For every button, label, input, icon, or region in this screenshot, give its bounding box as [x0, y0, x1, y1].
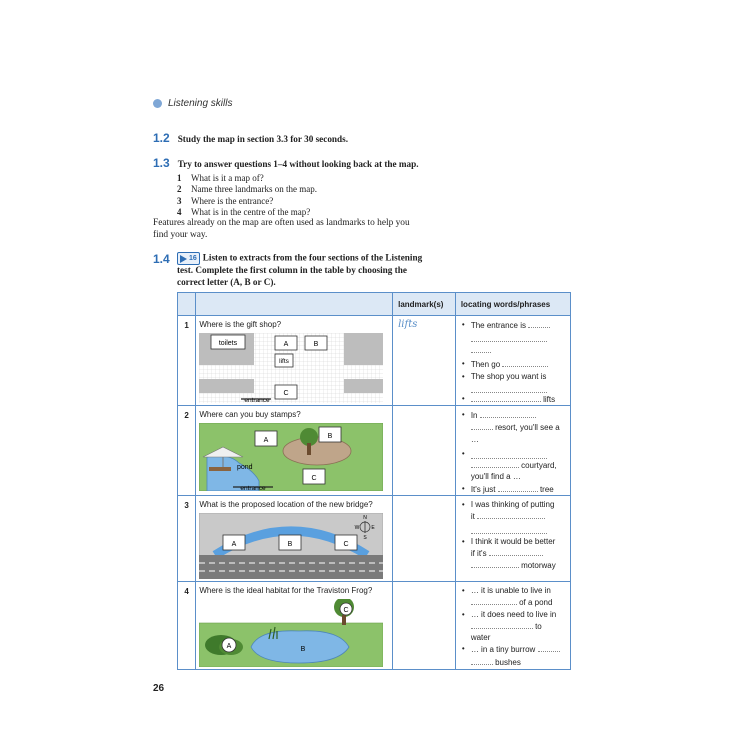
locating-list: [456, 316, 570, 405]
locating-list: [456, 496, 570, 571]
svg-text:C: C: [311, 475, 317, 483]
audio-track-button[interactable]: 16: [177, 252, 200, 265]
list-item: • The shop you want is: [461, 371, 566, 393]
map-shopping-centre: [199, 333, 383, 403]
question-text: Study the map in section 3.3 for 30 seconds.: [177, 134, 349, 144]
landmark-answer-2[interactable]: [393, 406, 456, 496]
table-row: [178, 316, 571, 406]
list-item: • I think it would be better if it's motorway: [461, 536, 566, 572]
landmark-answer-3[interactable]: [393, 495, 456, 581]
svg-text:A: A: [231, 540, 237, 548]
page-number: 26: [153, 683, 165, 694]
question-1-4: [153, 252, 443, 288]
list-item: • courtyard, you'll find a …: [461, 448, 566, 483]
svg-text:B: B: [313, 341, 319, 348]
list-item: • Then go: [461, 358, 566, 370]
list-item: 2 Name three landmarks on the map.: [177, 184, 317, 195]
map-resort: [199, 423, 383, 491]
list-item: • It's just tree: [461, 483, 566, 495]
row-number: 4: [178, 581, 196, 669]
section-header-text: Listening skills: [168, 98, 233, 109]
locating-list: [456, 582, 570, 668]
question-1-3: [153, 154, 473, 218]
question-number: 1.4: [153, 252, 170, 266]
row-question: What is the proposed location of the new bridge?: [199, 499, 373, 509]
row-question: Where is the gift shop?: [199, 320, 282, 329]
list-item: • … it does need to live in to water: [461, 609, 566, 644]
list-item: 3 Where is the entrance?: [177, 195, 274, 206]
pond-label: pond: [237, 464, 253, 472]
locating-list: [456, 406, 570, 495]
exercise-table: [177, 292, 571, 670]
table-row: [178, 495, 571, 581]
body-paragraph: Features already on the map are often used as landmarks to help you find your way.: [153, 218, 410, 241]
svg-text:A: A: [226, 642, 232, 650]
list-item: 4 What is in the centre of the map?: [177, 206, 311, 217]
section-header: [153, 98, 232, 109]
svg-text:lifts: lifts: [279, 358, 290, 365]
svg-text:C: C: [343, 540, 349, 548]
row-number: 1: [178, 316, 196, 406]
svg-text:toilets: toilets: [219, 340, 238, 347]
list-item: • I was thinking of putting it: [461, 499, 566, 534]
list-item: • … in a tiny burrow bushes: [461, 643, 566, 668]
row-number: 2: [178, 406, 196, 496]
list-item: • … it is unable to live in of a pond: [461, 585, 566, 609]
svg-text:C: C: [343, 606, 349, 614]
landmark-answer-1[interactable]: lifts: [398, 319, 418, 330]
table-row: [178, 406, 571, 496]
svg-text:N: N: [363, 514, 368, 521]
header-landmark: landmark(s): [393, 293, 456, 316]
list-item: • The entrance is: [461, 319, 566, 353]
svg-text:E: E: [371, 524, 375, 531]
svg-text:B: B: [287, 540, 293, 548]
header-locating: locating words/phrases: [455, 293, 570, 316]
entrance-label: entrance: [244, 397, 270, 403]
entrance-label: entrance: [240, 485, 266, 492]
question-1-2: [153, 129, 348, 147]
table-row: [178, 581, 571, 669]
svg-text:C: C: [283, 390, 289, 397]
svg-text:W: W: [354, 524, 360, 531]
list-item: 1 What is it a map of?: [177, 173, 264, 183]
question-number: 1.2: [153, 131, 170, 145]
question-items: [177, 173, 473, 218]
svg-text:B: B: [327, 433, 333, 441]
question-number: 1.3: [153, 156, 170, 170]
list-item: • In resort, you'll see a …: [461, 409, 566, 445]
map-frog-habitat: [199, 599, 383, 667]
section-bullet-icon: [153, 99, 162, 108]
landmark-answer-4[interactable]: [393, 581, 456, 669]
svg-text:A: A: [283, 341, 289, 348]
row-question: Where can you buy stamps?: [199, 410, 301, 420]
question-text: 16 Listen to extracts from the four sections of the Listening test. Complete the first column in the table by choosing the correct letter (A, B or C).: [177, 252, 423, 287]
question-text: Try to answer questions 1–4 without looking back at the map.: [177, 159, 419, 169]
play-icon: [180, 255, 187, 263]
table-header-row: [178, 293, 571, 316]
row-number: 3: [178, 495, 196, 581]
svg-text:A: A: [263, 437, 269, 445]
map-bridge: [199, 513, 383, 579]
svg-text:B: B: [300, 645, 306, 653]
list-item: • lifts: [461, 393, 566, 405]
svg-text:S: S: [363, 534, 367, 541]
row-question: Where is the ideal habitat for the Traviston Frog?: [199, 585, 373, 595]
